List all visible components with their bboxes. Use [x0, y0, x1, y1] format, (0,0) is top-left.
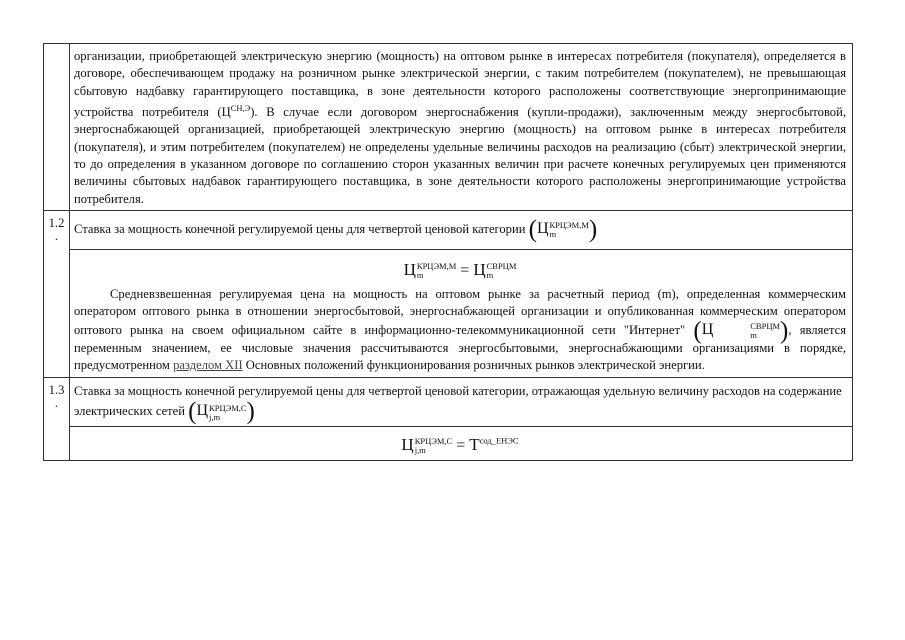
row-heading: Ставка за мощность конечной регулируемой цены для четвертой ценовой категории	[74, 221, 526, 236]
table-row	[44, 44, 853, 211]
row-number-cell	[44, 210, 70, 378]
row-heading: Ставка за мощность конечной регулируемой цены для четвертой ценовой категории, отражающая удельную величину расходов на содержание электрических сетей (Ц КРЦЭМ,С j,m )	[74, 384, 842, 426]
row-number: 1.3	[48, 383, 65, 398]
row-number: 1.2	[48, 215, 65, 230]
continuation-paragraph: организации, приобретающей электрическую энергию (мощность) на оптовом рынке в интересах потребителя (покупателя), определяется в договоре, обеспечивающем продажу на розничном рынке электрической энергии, с таким потребителем (покупателем), не превышающая сбытовую надбавку гарантирующего поставщика, в зоне деятельности которого расположены соответствующие энергопринимающие устройства потребителя $(Ц^{СН,Э})$. В случае если договором энергоснабжения (купли-продажи), заключенным между энергосбытовой, энергоснабжающей организацией, приобретающей электрическую энергию (мощность) на оптовом рынке в интересах потребителя (покупателя), и этим потребителем (покупателем) не определены удельные величины расходов на реализацию (сбыт) электрической энергии, то до определения в указанном договоре по соглашению сторон указанных величин при расчете конечных регулируемых цен применяются величины сбытовых надбавок гарантирующего поставщика, в зоне деятельности которого расположены энергопринимающие устройства потребителя.	[74, 49, 846, 206]
heading-cell	[70, 378, 853, 426]
tariff-table	[43, 43, 853, 461]
row-number-dot: .	[54, 396, 59, 411]
formula-cell	[70, 426, 853, 460]
text-cell	[70, 44, 853, 211]
heading-cell: Ставка за мощность конечной регулируемой цены для четвертой ценовой категории (Ц КРЦЭМ,М m )	[70, 210, 853, 249]
description-paragraph: Средневзвешенная регулируемая цена на мощность на оптовом рынке за расчетный период (m), определенная коммерческим оператором оптового рынка в отношении энергосбытовой, энергоснабжающей организации и опубликованная коммерческим оператором оптового рынка на своем официальном сайте в информационно-телекоммуникационной сети "Интернет" (Ц СВРЦМ m ), является переменным значением, ее числовые значения рассчитываются энергосбытовыми, энергоснабжающими организациями в порядке, предусмотренном разделом XII Основных положений функционирования розничных рынков электрической энергии.	[74, 287, 846, 373]
symbol-ts: Ц	[536, 219, 549, 237]
formula-cell	[70, 249, 853, 378]
row-number-dot: .	[54, 228, 59, 243]
table-row	[44, 249, 853, 378]
table-row	[44, 378, 853, 426]
section-xii-link[interactable]: разделом XII	[173, 358, 243, 373]
table-row	[44, 210, 853, 249]
superscript-sn-e: СН,Э	[230, 102, 251, 113]
table-row	[44, 426, 853, 460]
row-number-cell	[44, 378, 70, 460]
formula: Ц КРЦЭМ,С j,m = $Т^{сод\_ЕНЭС}$	[401, 434, 519, 455]
formula: Ц КРЦЭМ,М m = Ц СВРЦМ m	[403, 259, 517, 281]
row-number-cell	[44, 44, 70, 211]
